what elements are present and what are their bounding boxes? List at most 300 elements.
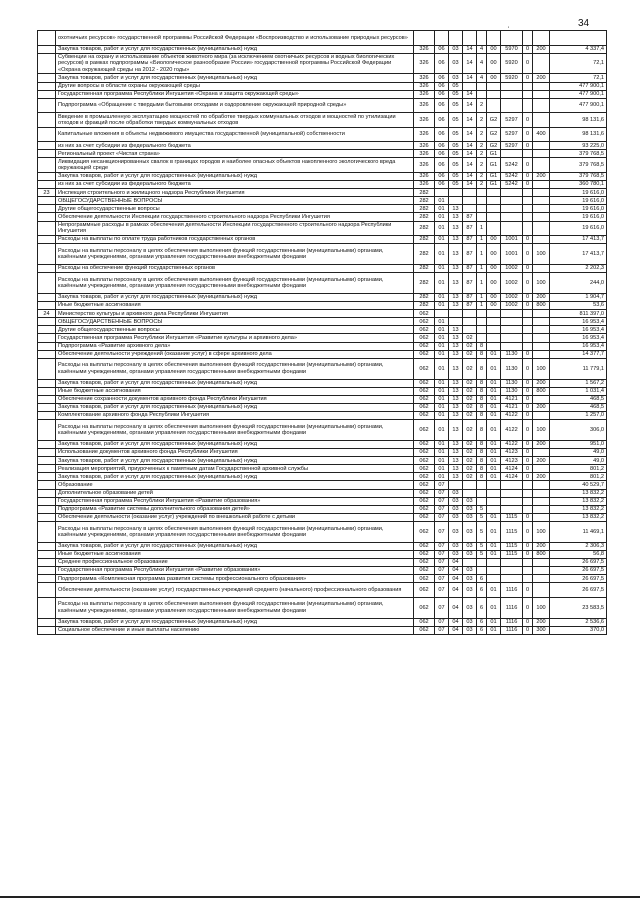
row-number: [38, 542, 56, 550]
table-row: [38, 326, 607, 334]
cell-expense-type: 800: [533, 387, 550, 395]
cell-code-suffix: [523, 98, 533, 113]
cell-code-suffix: 0: [523, 521, 533, 542]
cell-grbs: 062: [414, 412, 435, 420]
cell-program: 14: [463, 90, 477, 98]
table-row: [38, 142, 607, 150]
row-name: Обеспечение сохранности документов архивного фонда Республики Ингушетия: [56, 395, 414, 403]
cell-code-suffix: 0: [523, 395, 533, 403]
cell-code-suffix: 0: [523, 542, 533, 550]
cell-program: 03: [463, 618, 477, 626]
cell-code-suffix: 0: [523, 550, 533, 558]
cell-program: 02: [463, 387, 477, 395]
cell-direction: [501, 505, 523, 513]
table-row: [38, 481, 607, 489]
cell-subprogram: [477, 326, 487, 334]
cell-subprogram: 8: [477, 350, 487, 358]
cell-subsection: 13: [449, 205, 463, 213]
cell-section: [435, 31, 449, 46]
table-row: [38, 550, 607, 558]
cell-direction: 1115: [501, 550, 523, 558]
cell-code-suffix: 0: [523, 172, 533, 180]
cell-program: [463, 326, 477, 334]
cell-direction: [501, 31, 523, 46]
cell-direction: [501, 575, 523, 583]
table-row: [38, 420, 607, 441]
cell-program: 14: [463, 142, 477, 150]
cell-program: 14: [463, 158, 477, 173]
cell-section: 01: [435, 412, 449, 420]
cell-subprogram: [477, 334, 487, 342]
cell-amount: 23 583,5: [550, 597, 607, 618]
cell-event: [487, 82, 501, 90]
cell-program: 02: [463, 420, 477, 441]
cell-expense-type: [533, 575, 550, 583]
cell-subprogram: [477, 559, 487, 567]
cell-direction: [501, 567, 523, 575]
row-number: [38, 113, 56, 128]
cell-section: 06: [435, 127, 449, 142]
cell-amount: 13 832,2: [550, 497, 607, 505]
cell-grbs: 062: [414, 489, 435, 497]
cell-grbs: 062: [414, 618, 435, 626]
cell-subprogram: [477, 318, 487, 326]
cell-program: 03: [463, 513, 477, 521]
cell-subsection: 04: [449, 583, 463, 598]
cell-expense-type: [533, 318, 550, 326]
cell-expense-type: 200: [533, 45, 550, 53]
cell-grbs: 326: [414, 127, 435, 142]
cell-code-suffix: [523, 213, 533, 221]
table-row: [38, 74, 607, 82]
cell-event: [487, 221, 501, 236]
table-row: [38, 334, 607, 342]
cell-section: 06: [435, 158, 449, 173]
row-name: Среднее профессиональное образование: [56, 559, 414, 567]
table-row: [38, 626, 607, 634]
cell-section: 06: [435, 98, 449, 113]
row-number: [38, 197, 56, 205]
cell-subsection: 04: [449, 575, 463, 583]
row-name: Расходы на выплаты персоналу в целях обеспечения выполнения функций государственными (муниципальными) органами, казёнными учреждениями, органами управления государственными внебюджетными фондами: [56, 420, 414, 441]
cell-code-suffix: 0: [523, 379, 533, 387]
table-row: [38, 575, 607, 583]
cell-code-suffix: 0: [523, 618, 533, 626]
cell-subprogram: 4: [477, 53, 487, 74]
row-name: Закупка товаров, работ и услуг для государственных (муниципальных) нужд: [56, 45, 414, 53]
cell-event: 01: [487, 583, 501, 598]
cell-amount: 13 832,2: [550, 505, 607, 513]
cell-section: 01: [435, 302, 449, 310]
cell-expense-type: [533, 489, 550, 497]
row-name: Подпрограмма «Обращение с твердыми бытовыми отходами и оздоровление окружающей природной среды»: [56, 98, 414, 113]
cell-subprogram: [477, 31, 487, 46]
cell-amount: 306,0: [550, 420, 607, 441]
cell-subsection: 13: [449, 440, 463, 448]
cell-expense-type: [533, 90, 550, 98]
row-name: Расходы на выплаты персоналу в целях обеспечения выполнения функций государственными (муниципальными) органами, казёнными учреждениями, органами управления государственными внебюджетными фондами: [56, 273, 414, 294]
row-number: [38, 90, 56, 98]
cell-direction: 4122: [501, 412, 523, 420]
cell-subprogram: [477, 489, 487, 497]
cell-section: 01: [435, 449, 449, 457]
cell-section: 06: [435, 150, 449, 158]
cell-grbs: 062: [414, 626, 435, 634]
row-number: [38, 273, 56, 294]
row-number: [38, 334, 56, 342]
cell-section: 06: [435, 172, 449, 180]
cell-program: 87: [463, 213, 477, 221]
row-name: Обеспечение деятельности (оказание услуг) учреждений по внешкольной работе с детьми: [56, 513, 414, 521]
row-name: Закупка товаров, работ и услуг для государственных (муниципальных) нужд: [56, 172, 414, 180]
row-number: [38, 626, 56, 634]
cell-code-suffix: [523, 189, 533, 197]
cell-amount: 16 953,4: [550, 334, 607, 342]
cell-program: 03: [463, 575, 477, 583]
cell-program: 03: [463, 597, 477, 618]
cell-amount: 379 768,5: [550, 172, 607, 180]
cell-grbs: 062: [414, 342, 435, 350]
cell-subsection: 13: [449, 342, 463, 350]
cell-expense-type: [533, 150, 550, 158]
table-row: [38, 497, 607, 505]
cell-expense-type: 800: [533, 302, 550, 310]
row-number: 24: [38, 310, 56, 318]
cell-amount: 72,1: [550, 74, 607, 82]
cell-subsection: 13: [449, 293, 463, 301]
cell-event: G1: [487, 181, 501, 189]
cell-subsection: 03: [449, 497, 463, 505]
cell-code-suffix: [523, 342, 533, 350]
cell-expense-type: [533, 350, 550, 358]
cell-event: [487, 481, 501, 489]
row-number: [38, 181, 56, 189]
cell-program: 02: [463, 395, 477, 403]
cell-section: 01: [435, 265, 449, 273]
cell-code-suffix: 0: [523, 273, 533, 294]
cell-subsection: 13: [449, 449, 463, 457]
table-row: [38, 513, 607, 521]
cell-event: [487, 318, 501, 326]
cell-subsection: 13: [449, 326, 463, 334]
cell-expense-type: 200: [533, 293, 550, 301]
cell-section: 01: [435, 342, 449, 350]
cell-grbs: 062: [414, 334, 435, 342]
cell-section: 06: [435, 90, 449, 98]
cell-event: [487, 205, 501, 213]
cell-grbs: 062: [414, 583, 435, 598]
cell-amount: 2 202,3: [550, 265, 607, 273]
cell-subsection: 04: [449, 567, 463, 575]
row-name: Закупка товаров, работ и услуг для государственных (муниципальных) нужд: [56, 379, 414, 387]
cell-expense-type: 200: [533, 440, 550, 448]
row-name: Расходы на выплаты персоналу в целях обеспечения выполнения функций государственными (муниципальными) органами, казёнными учреждениями, органами управления государственными внебюджетными фондами: [56, 597, 414, 618]
cell-event: [487, 567, 501, 575]
row-number: [38, 221, 56, 236]
cell-section: 01: [435, 326, 449, 334]
cell-event: G1: [487, 172, 501, 180]
cell-subprogram: 2: [477, 181, 487, 189]
cell-expense-type: [533, 98, 550, 113]
cell-direction: [501, 90, 523, 98]
cell-subsection: 05: [449, 158, 463, 173]
row-number: [38, 150, 56, 158]
cell-code-suffix: [523, 150, 533, 158]
cell-subsection: 03: [449, 550, 463, 558]
cell-grbs: 062: [414, 449, 435, 457]
cell-subsection: 03: [449, 521, 463, 542]
row-name: Расходы на выплаты по оплате труда работников государственных органов: [56, 236, 414, 244]
cell-section: 06: [435, 113, 449, 128]
cell-subprogram: [477, 497, 487, 505]
row-name: Закупка товаров, работ и услуг для государственных (муниципальных) нужд: [56, 403, 414, 411]
row-name: Государственная программа Республики Ингушетия «Развитие образования»: [56, 497, 414, 505]
cell-expense-type: 200: [533, 618, 550, 626]
cell-grbs: 062: [414, 420, 435, 441]
cell-subprogram: 2: [477, 142, 487, 150]
cell-section: 07: [435, 618, 449, 626]
cell-subsection: 05: [449, 113, 463, 128]
cell-event: [487, 342, 501, 350]
cell-section: 01: [435, 205, 449, 213]
row-number: [38, 575, 56, 583]
cell-direction: 1002: [501, 273, 523, 294]
cell-code-suffix: 0: [523, 236, 533, 244]
row-number: [38, 45, 56, 53]
cell-direction: 5297: [501, 113, 523, 128]
cell-section: 01: [435, 244, 449, 265]
cell-subprogram: 1: [477, 265, 487, 273]
cell-expense-type: [533, 221, 550, 236]
cell-subsection: 13: [449, 358, 463, 379]
cell-direction: 1002: [501, 293, 523, 301]
cell-section: 01: [435, 473, 449, 481]
cell-subsection: 13: [449, 379, 463, 387]
cell-subprogram: 1: [477, 302, 487, 310]
table-row: [38, 542, 607, 550]
cell-event: [487, 326, 501, 334]
row-number: [38, 213, 56, 221]
row-number: [38, 236, 56, 244]
cell-grbs: 282: [414, 197, 435, 205]
cell-expense-type: [533, 342, 550, 350]
cell-subsection: 13: [449, 334, 463, 342]
cell-subsection: 03: [449, 74, 463, 82]
row-name: Социальное обеспечение и иные выплаты населению: [56, 626, 414, 634]
row-name: Ликвидация несанкционированных свалок в границах городов и наиболее опасных объектов накопленного экологического вреда окружающей среде: [56, 158, 414, 173]
cell-expense-type: [533, 181, 550, 189]
cell-amount: 19 616,0: [550, 197, 607, 205]
cell-event: [487, 31, 501, 46]
cell-section: 01: [435, 197, 449, 205]
cell-code-suffix: 0: [523, 597, 533, 618]
cell-amount: 801,2: [550, 465, 607, 473]
cell-subprogram: 8: [477, 457, 487, 465]
cell-subsection: 13: [449, 244, 463, 265]
table-row: [38, 113, 607, 128]
cell-code-suffix: 0: [523, 158, 533, 173]
row-name: из них за счет субсидии из федерального бюджета: [56, 181, 414, 189]
cell-direction: 1116: [501, 583, 523, 598]
cell-event: 00: [487, 74, 501, 82]
cell-subsection: 13: [449, 221, 463, 236]
cell-amount: 4 337,4: [550, 45, 607, 53]
cell-subprogram: 2: [477, 127, 487, 142]
cell-subprogram: 6: [477, 583, 487, 598]
cell-subsection: 05: [449, 142, 463, 150]
cell-direction: 5242: [501, 158, 523, 173]
cell-subsection: 13: [449, 420, 463, 441]
cell-subsection: 13: [449, 465, 463, 473]
table-row: [38, 205, 607, 213]
table-row: [38, 567, 607, 575]
cell-section: 01: [435, 318, 449, 326]
cell-subprogram: 1: [477, 221, 487, 236]
row-name: Комплектование архивного фонда Республики Ингушетия: [56, 412, 414, 420]
cell-direction: 1115: [501, 521, 523, 542]
cell-subprogram: [477, 205, 487, 213]
cell-subprogram: 5: [477, 505, 487, 513]
cell-subsection: 13: [449, 403, 463, 411]
cell-program: [463, 559, 477, 567]
cell-expense-type: 200: [533, 379, 550, 387]
cell-subsection: 03: [449, 53, 463, 74]
cell-direction: 5920: [501, 53, 523, 74]
cell-code-suffix: 0: [523, 626, 533, 634]
cell-expense-type: 100: [533, 244, 550, 265]
cell-grbs: 062: [414, 559, 435, 567]
cell-section: 07: [435, 481, 449, 489]
cell-direction: [501, 489, 523, 497]
cell-grbs: 326: [414, 113, 435, 128]
cell-amount: 19 616,0: [550, 221, 607, 236]
scan-mark: ': [508, 27, 510, 33]
cell-section: 06: [435, 74, 449, 82]
cell-section: 07: [435, 626, 449, 634]
cell-expense-type: [533, 559, 550, 567]
cell-expense-type: 200: [533, 542, 550, 550]
table-row: [38, 293, 607, 301]
cell-amount: 1 567,2: [550, 379, 607, 387]
cell-subprogram: [477, 310, 487, 318]
table-row: [38, 379, 607, 387]
cell-grbs: 062: [414, 457, 435, 465]
cell-amount: 1 031,4: [550, 387, 607, 395]
cell-amount: 2 536,6: [550, 618, 607, 626]
cell-grbs: 326: [414, 172, 435, 180]
cell-event: 01: [487, 618, 501, 626]
cell-grbs: 326: [414, 53, 435, 74]
cell-expense-type: 100: [533, 273, 550, 294]
cell-amount: 14 377,7: [550, 350, 607, 358]
cell-program: 03: [463, 567, 477, 575]
cell-program: [463, 82, 477, 90]
table-row: [38, 358, 607, 379]
row-number: [38, 318, 56, 326]
row-number: [38, 98, 56, 113]
cell-event: [487, 334, 501, 342]
cell-grbs: 062: [414, 358, 435, 379]
cell-subsection: 04: [449, 559, 463, 567]
cell-direction: [501, 559, 523, 567]
cell-section: 07: [435, 567, 449, 575]
cell-subprogram: 2: [477, 158, 487, 173]
cell-amount: 1 904,7: [550, 293, 607, 301]
row-name: Другие общегосударственные вопросы: [56, 205, 414, 213]
cell-subprogram: 8: [477, 473, 487, 481]
cell-expense-type: [533, 567, 550, 575]
cell-expense-type: [533, 395, 550, 403]
cell-subprogram: [477, 481, 487, 489]
cell-subprogram: 1: [477, 273, 487, 294]
cell-amount: 98 131,6: [550, 127, 607, 142]
cell-expense-type: [533, 158, 550, 173]
row-number: [38, 244, 56, 265]
cell-amount: 26 697,5: [550, 559, 607, 567]
table-row: [38, 172, 607, 180]
cell-amount: 468,5: [550, 403, 607, 411]
cell-subsection: 04: [449, 597, 463, 618]
table-row: [38, 310, 607, 318]
cell-grbs: 326: [414, 181, 435, 189]
cell-amount: 53,6: [550, 302, 607, 310]
cell-subprogram: 6: [477, 626, 487, 634]
cell-amount: 370,0: [550, 626, 607, 634]
row-name: Расходы на выплаты персоналу в целях обеспечения выполнения функций государственными (муниципальными) органами, казёнными учреждениями, органами управления государственными внебюджетными фондами: [56, 358, 414, 379]
row-number: [38, 505, 56, 513]
cell-direction: 4123: [501, 449, 523, 457]
cell-grbs: 282: [414, 273, 435, 294]
row-number: [38, 158, 56, 173]
table-row: [38, 583, 607, 598]
cell-program: 02: [463, 449, 477, 457]
cell-amount: 19 616,0: [550, 189, 607, 197]
cell-subprogram: [477, 189, 487, 197]
cell-subsection: 13: [449, 387, 463, 395]
cell-direction: 4124: [501, 465, 523, 473]
cell-subprogram: 8: [477, 412, 487, 420]
cell-subprogram: 5: [477, 513, 487, 521]
cell-direction: 1116: [501, 626, 523, 634]
row-number: [38, 358, 56, 379]
row-number: [38, 31, 56, 46]
cell-subsection: 13: [449, 457, 463, 465]
cell-subprogram: 6: [477, 597, 487, 618]
cell-grbs: 062: [414, 521, 435, 542]
table-row: [38, 236, 607, 244]
cell-event: [487, 197, 501, 205]
row-name: Образование: [56, 481, 414, 489]
cell-amount: 26 697,5: [550, 575, 607, 583]
cell-expense-type: [533, 497, 550, 505]
cell-subsection: 13: [449, 273, 463, 294]
table-row: [38, 387, 607, 395]
cell-subprogram: 8: [477, 342, 487, 350]
table-row: [38, 213, 607, 221]
cell-subsection: 05: [449, 82, 463, 90]
cell-subsection: [449, 318, 463, 326]
cell-grbs: 062: [414, 379, 435, 387]
cell-section: 06: [435, 142, 449, 150]
cell-expense-type: 200: [533, 172, 550, 180]
cell-direction: 1001: [501, 244, 523, 265]
cell-grbs: 282: [414, 302, 435, 310]
cell-expense-type: 100: [533, 521, 550, 542]
cell-code-suffix: [523, 221, 533, 236]
cell-section: 07: [435, 575, 449, 583]
cell-amount: 93 225,0: [550, 142, 607, 150]
row-number: [38, 583, 56, 598]
